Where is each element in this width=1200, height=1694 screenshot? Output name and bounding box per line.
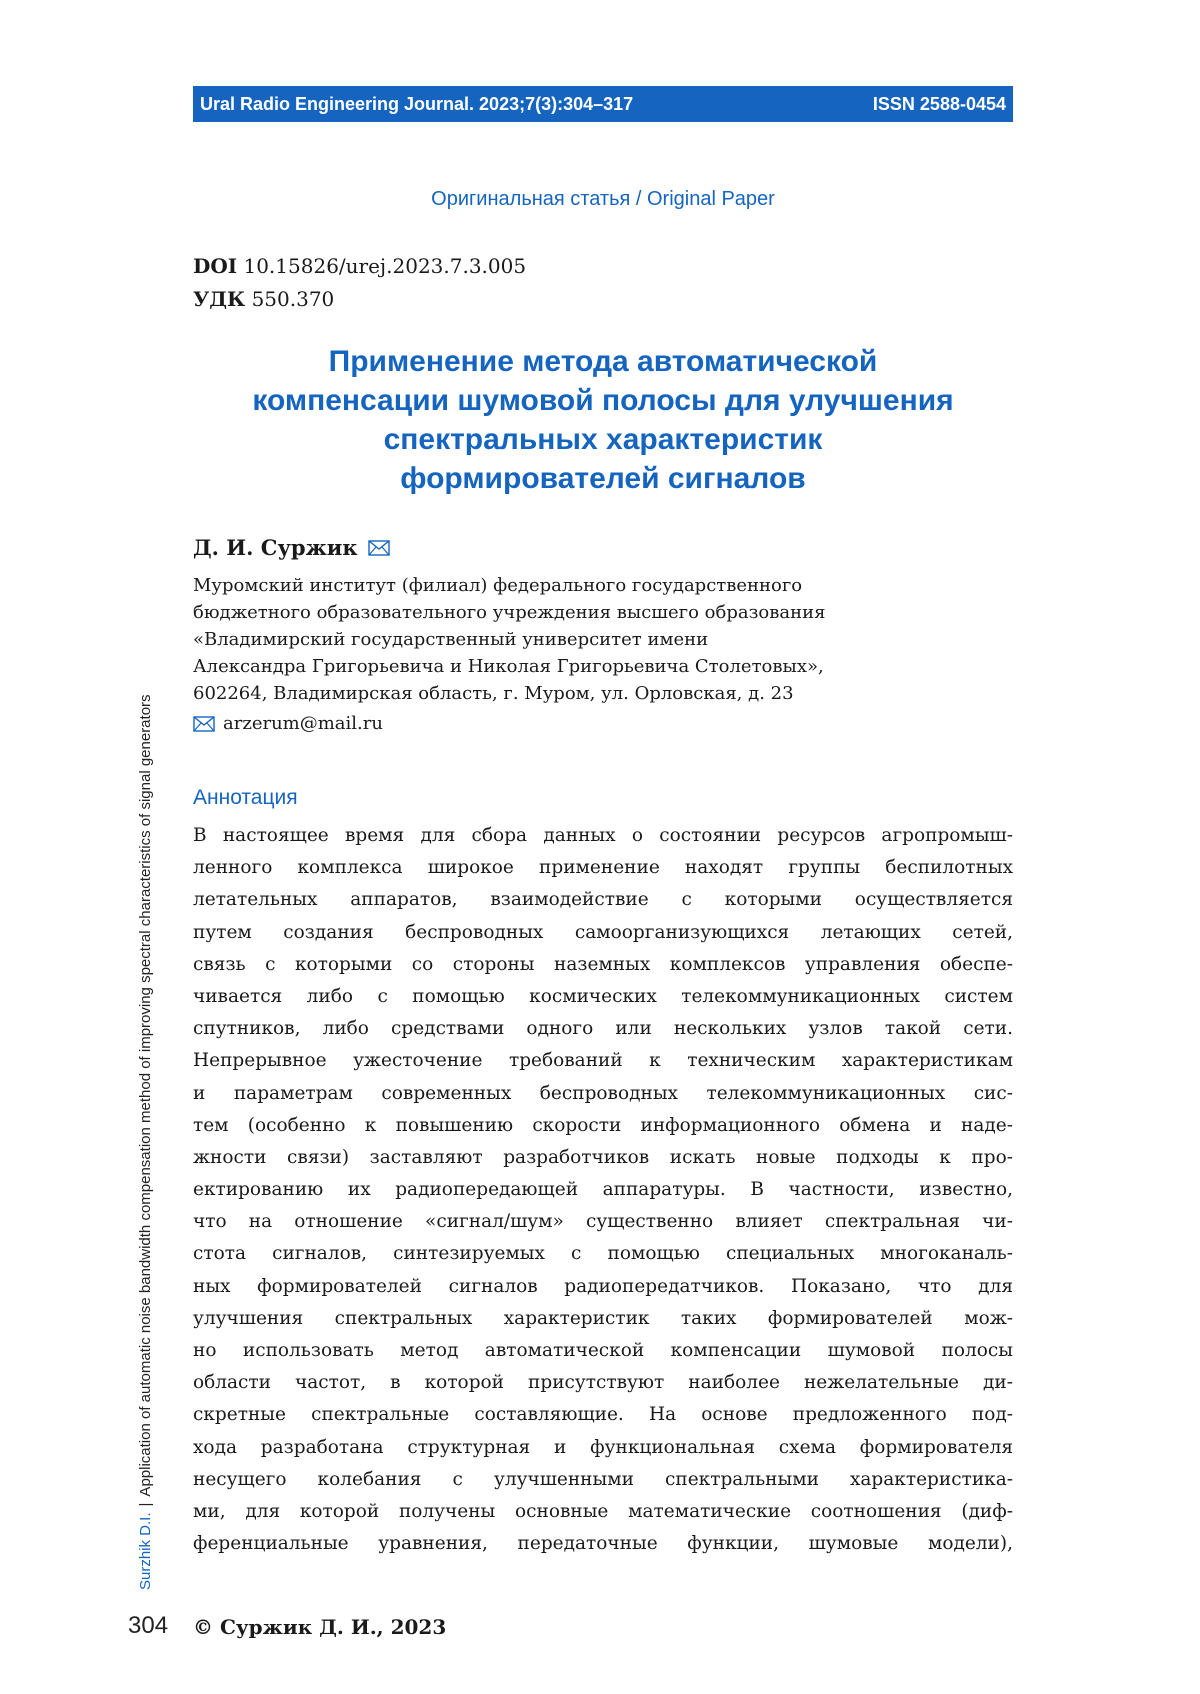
udk-line <box>193 283 526 316</box>
abstract-line: ленного комплекса широкое применение находят группы беспилотных <box>193 857 1013 879</box>
journal-citation: Ural Radio Engineering Journal. 2023;7(3):304–317 <box>200 93 634 114</box>
author-name: Д. И. Суржик <box>193 535 358 560</box>
journal-header-bar <box>193 86 1013 122</box>
abstract-text <box>193 820 1013 1560</box>
abstract-line: улучшения спектральных характеристик таких формирователей мож- <box>193 1307 1013 1329</box>
abstract-line: связь с которыми со стороны наземных комплексов управления обеспе- <box>193 953 1013 975</box>
abstract-line: летательных аппаратов, взаимодействие с которыми осуществляется <box>193 889 1013 911</box>
abstract-heading: Аннотация <box>193 786 298 809</box>
abstract-line: жности связи) заставляют разработчиков искать новые подходы к про- <box>193 1146 1013 1168</box>
udk-value: 550.370 <box>251 287 335 311</box>
abstract-line: ференциальные уравнения, передаточные функции, шумовые модели), <box>193 1533 1013 1555</box>
abstract-line: и параметрам современных беспроводных телекоммуникационных сис- <box>193 1082 1013 1104</box>
email-line <box>193 713 383 734</box>
abstract-line: области частот, в которой присутствуют наиболее нежелательные ди- <box>193 1372 1013 1394</box>
abstract-line: скретные спектральные составляющие. На основе предложенного под- <box>193 1404 1013 1426</box>
side-title: Application of automatic noise bandwidth compensation method of improving spectral characteristics of signal generators <box>137 694 154 1497</box>
udk-label: УДК <box>193 287 246 311</box>
affiliation-line: 602264, Владимирская область, г. Муром, ул. Орловская, д. 23 <box>193 683 794 704</box>
title-line: спектральных характеристик <box>383 423 823 456</box>
title-line: формирователей сигналов <box>400 462 806 495</box>
paper-title <box>193 342 1013 498</box>
abstract-line: ных формирователей сигналов радиопередатчиков. Показано, что для <box>193 1275 1013 1297</box>
abstract-line: чивается либо с помощью космических телекоммуникационных систем <box>193 985 1013 1007</box>
affiliation-line: «Владимирский государственный университет имени <box>193 629 709 650</box>
identifiers <box>193 250 526 316</box>
paper-type: Оригинальная статья / Original Paper <box>431 188 775 210</box>
title-line: Применение метода автоматической <box>328 345 878 378</box>
abstract-line: ектированию их радиопередающей аппаратуры. В частности, известно, <box>193 1179 1013 1201</box>
abstract-line: путем создания беспроводных самоорганизующихся летающих сетей, <box>193 921 1013 943</box>
abstract-line: Непрерывное ужесточение требований к техническим характеристикам <box>193 1050 1013 1072</box>
affiliation-line: Александра Григорьевича и Николая Григорьевича Столетовых», <box>193 656 824 677</box>
abstract-line: В настоящее время для сбора данных о состоянии ресурсов агропромыш- <box>193 825 1013 846</box>
copyright-notice: © Суржик Д. И., 2023 <box>193 1615 447 1639</box>
abstract-line: спутников, либо средствами одного или нескольких узлов такой сети. <box>193 1018 1013 1040</box>
affiliation-line: бюджетного образовательного учреждения высшего образования <box>193 602 826 623</box>
mail-icon[interactable] <box>368 540 390 556</box>
abstract-line: стота сигналов, синтезируемых с помощью специальных многоканаль- <box>193 1243 1013 1265</box>
abstract-line: что на отношение «сигнал/шум» существенно влияет спектральная чи- <box>193 1211 1013 1233</box>
side-running-title <box>134 550 158 1590</box>
affiliation <box>193 572 825 707</box>
side-author: Surzhik D.I. <box>137 1512 154 1590</box>
affiliation-line: Муромский институт (филиал) федерального государственного <box>193 575 803 596</box>
abstract-line: хода разработана структурная и функциональная схема формирователя <box>193 1436 1013 1458</box>
email-address[interactable]: arzerum@mail.ru <box>223 713 383 734</box>
issn: ISSN 2588-0454 <box>872 93 1006 114</box>
abstract-line: несущего колебания с улучшенными спектральными характеристика- <box>193 1468 1013 1490</box>
author-line <box>193 535 390 560</box>
abstract-line: но использовать метод автоматической компенсации шумовой полосы <box>193 1340 1013 1361</box>
doi-value[interactable]: 10.15826/urej.2023.7.3.005 <box>243 254 527 278</box>
abstract-line: ми, для которой получены основные математические соотношения (диф- <box>193 1500 1013 1522</box>
abstract-line: тем (особенно к повышению скорости информационного обмена и наде- <box>193 1114 1013 1136</box>
side-separator: | <box>137 1502 154 1507</box>
doi-line <box>193 250 526 283</box>
title-line: компенсации шумовой полосы для улучшения <box>252 384 954 417</box>
doi-label: DOI <box>193 254 238 278</box>
page-number: 304 <box>128 1612 169 1639</box>
mail-icon <box>193 716 215 732</box>
